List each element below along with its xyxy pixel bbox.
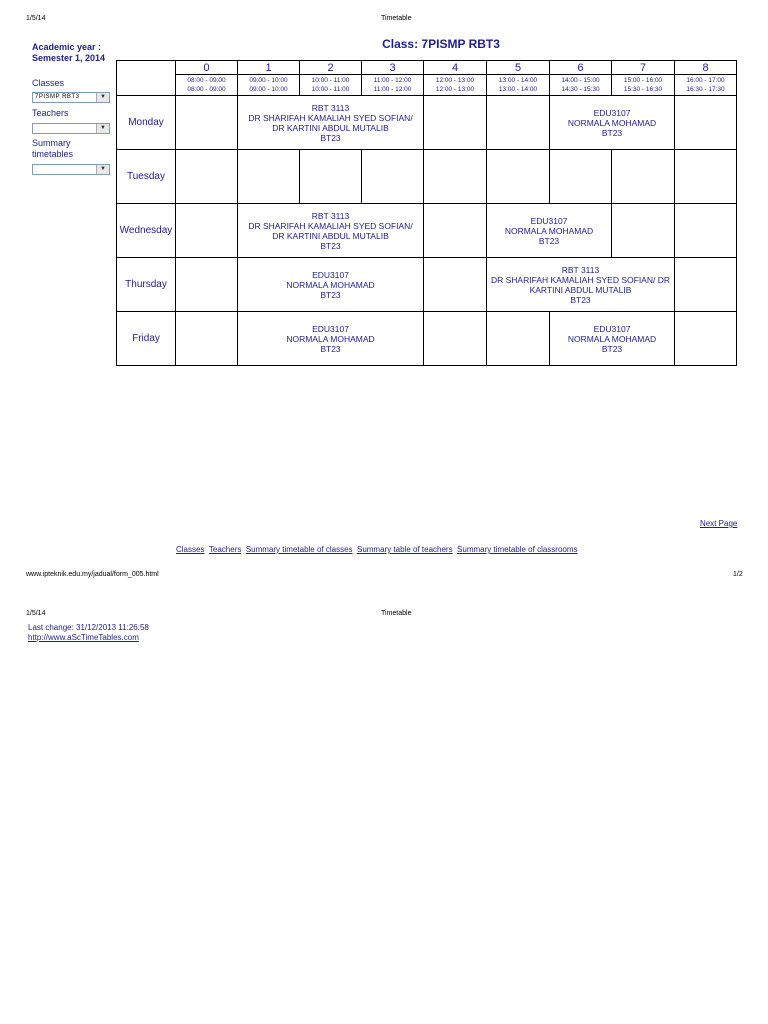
period-time: 12:00 - 13:00 12:00 - 13:00 bbox=[424, 75, 487, 96]
period-number: 8 bbox=[675, 61, 737, 75]
lesson-cell[interactable]: EDU3107 NORMALA MOHAMAD BT23 bbox=[487, 204, 612, 258]
empty-slot bbox=[176, 204, 238, 258]
period-number: 7 bbox=[612, 61, 675, 75]
empty-slot bbox=[487, 150, 550, 204]
empty-slot bbox=[550, 150, 612, 204]
empty-slot bbox=[300, 150, 362, 204]
empty-slot bbox=[424, 204, 487, 258]
summary-select[interactable] bbox=[32, 164, 110, 175]
corner-cell bbox=[117, 61, 176, 96]
lesson-cell[interactable]: RBT 3113 DR SHARIFAH KAMALIAH SYED SOFIAN/ DR KARTINI ABDUL MUTALIB BT23 bbox=[238, 96, 424, 150]
print-title: Timetable bbox=[381, 15, 412, 22]
period-number: 5 bbox=[487, 61, 550, 75]
period-time: 15:00 - 16:00 15:30 - 16:30 bbox=[612, 75, 675, 96]
lesson-cell[interactable]: RBT 3113 DR SHARIFAH KAMALIAH SYED SOFIAN/ DR KARTINI ABDUL MUTALIB BT23 bbox=[487, 258, 675, 312]
empty-slot bbox=[362, 150, 424, 204]
summary-classrooms-link[interactable]: Summary timetable of classrooms bbox=[457, 545, 578, 554]
day-label: Thursday bbox=[117, 258, 176, 312]
print-date: 1/5/14 bbox=[26, 610, 46, 617]
lesson-cell[interactable]: EDU3107 NORMALA MOHAMAD BT23 bbox=[550, 96, 675, 150]
empty-slot bbox=[424, 312, 487, 366]
period-time: 11:00 - 12:00 11:00 - 12:00 bbox=[362, 75, 424, 96]
empty-slot bbox=[675, 150, 737, 204]
semester-label: Semester 1, 2014 bbox=[32, 53, 106, 63]
teachers-link[interactable]: Teachers bbox=[208, 545, 242, 554]
empty-slot bbox=[176, 150, 238, 204]
period-time: 10:00 - 11:00 10:00 - 11:00 bbox=[300, 75, 362, 96]
chevron-down-icon[interactable]: ▼ bbox=[96, 165, 109, 174]
day-row-tuesday bbox=[117, 150, 737, 204]
class-title: Class: 7PISMP RBT3 bbox=[382, 37, 500, 51]
classes-label: Classes bbox=[32, 78, 65, 88]
lesson-cell[interactable]: EDU3107 NORMALA MOHAMAD BT23 bbox=[550, 312, 675, 366]
period-time: 09:00 - 10:00 09:00 - 10:00 bbox=[238, 75, 300, 96]
classes-link[interactable]: Classes bbox=[176, 545, 205, 554]
empty-slot bbox=[675, 204, 737, 258]
period-time: 13:00 - 14:00 13:00 - 14:00 bbox=[487, 75, 550, 96]
period-number: 6 bbox=[550, 61, 612, 75]
empty-slot bbox=[176, 96, 238, 150]
classes-select[interactable] bbox=[32, 92, 110, 103]
period-number: 0 bbox=[176, 61, 238, 75]
lesson-cell[interactable]: EDU3107 NORMALA MOHAMAD BT23 bbox=[238, 312, 424, 366]
lesson-cell[interactable]: RBT 3113 DR SHARIFAH KAMALIAH SYED SOFIAN/ DR KARTINI ABDUL MUTALIB BT23 bbox=[238, 204, 424, 258]
empty-slot bbox=[675, 96, 737, 150]
day-row-thursday bbox=[117, 258, 737, 312]
asc-timetables-link[interactable]: http://www.aScTimeTables.com bbox=[28, 633, 139, 642]
empty-slot bbox=[424, 96, 487, 150]
period-number: 2 bbox=[300, 61, 362, 75]
summary-classes-link[interactable]: Summary timetable of classes bbox=[245, 545, 353, 554]
day-label: Friday bbox=[117, 312, 176, 366]
period-time: 14:00 - 15:00 14:30 - 15:30 bbox=[550, 75, 612, 96]
chevron-down-icon[interactable]: ▼ bbox=[96, 93, 109, 102]
next-page-link[interactable]: Next Page bbox=[700, 519, 738, 528]
empty-slot bbox=[238, 150, 300, 204]
day-label: Tuesday bbox=[117, 150, 176, 204]
empty-slot bbox=[176, 258, 238, 312]
teachers-label: Teachers bbox=[32, 108, 69, 118]
print-footer-page: 1/2 bbox=[733, 571, 743, 578]
day-label: Wednesday bbox=[117, 204, 176, 258]
summary-label-line2: timetables bbox=[32, 149, 74, 159]
period-number: 4 bbox=[424, 61, 487, 75]
empty-slot bbox=[424, 150, 487, 204]
empty-slot bbox=[424, 258, 487, 312]
period-number-row bbox=[117, 61, 737, 75]
classes-select-value: 7PISMP RBT3 bbox=[35, 94, 80, 100]
period-time: 16:00 - 17:00 16:30 - 17:30 bbox=[675, 75, 737, 96]
academic-year bbox=[32, 42, 105, 64]
academic-year-label: Academic year : bbox=[32, 42, 102, 52]
day-row-monday bbox=[117, 96, 737, 150]
empty-slot bbox=[612, 150, 675, 204]
bottom-nav bbox=[176, 539, 578, 557]
period-times-row bbox=[117, 75, 737, 96]
empty-slot bbox=[675, 312, 737, 366]
summary-label bbox=[32, 138, 73, 160]
lesson-cell[interactable]: EDU3107 NORMALA MOHAMAD BT23 bbox=[238, 258, 424, 312]
timetable bbox=[116, 60, 737, 366]
summary-teachers-link[interactable]: Summary table of teachers bbox=[356, 545, 453, 554]
day-row-friday bbox=[117, 312, 737, 366]
teachers-select[interactable] bbox=[32, 123, 110, 134]
day-label: Monday bbox=[117, 96, 176, 150]
empty-slot bbox=[487, 312, 550, 366]
summary-label-line1: Summary bbox=[32, 138, 71, 148]
print-footer-url: www.ipteknik.edu.my/jadual/form_005.html bbox=[26, 571, 159, 578]
period-number: 3 bbox=[362, 61, 424, 75]
empty-slot bbox=[675, 258, 737, 312]
period-number: 1 bbox=[238, 61, 300, 75]
day-row-wednesday bbox=[117, 204, 737, 258]
print-date: 1/5/14 bbox=[26, 15, 46, 22]
empty-slot bbox=[176, 312, 238, 366]
chevron-down-icon[interactable]: ▼ bbox=[96, 124, 109, 133]
empty-slot bbox=[612, 204, 675, 258]
print-title: Timetable bbox=[381, 610, 412, 617]
empty-slot bbox=[487, 96, 550, 150]
period-time: 08:00 - 09:00 08:00 - 09:00 bbox=[176, 75, 238, 96]
last-change: Last change: 31/12/2013 11:26:58 bbox=[28, 623, 149, 632]
